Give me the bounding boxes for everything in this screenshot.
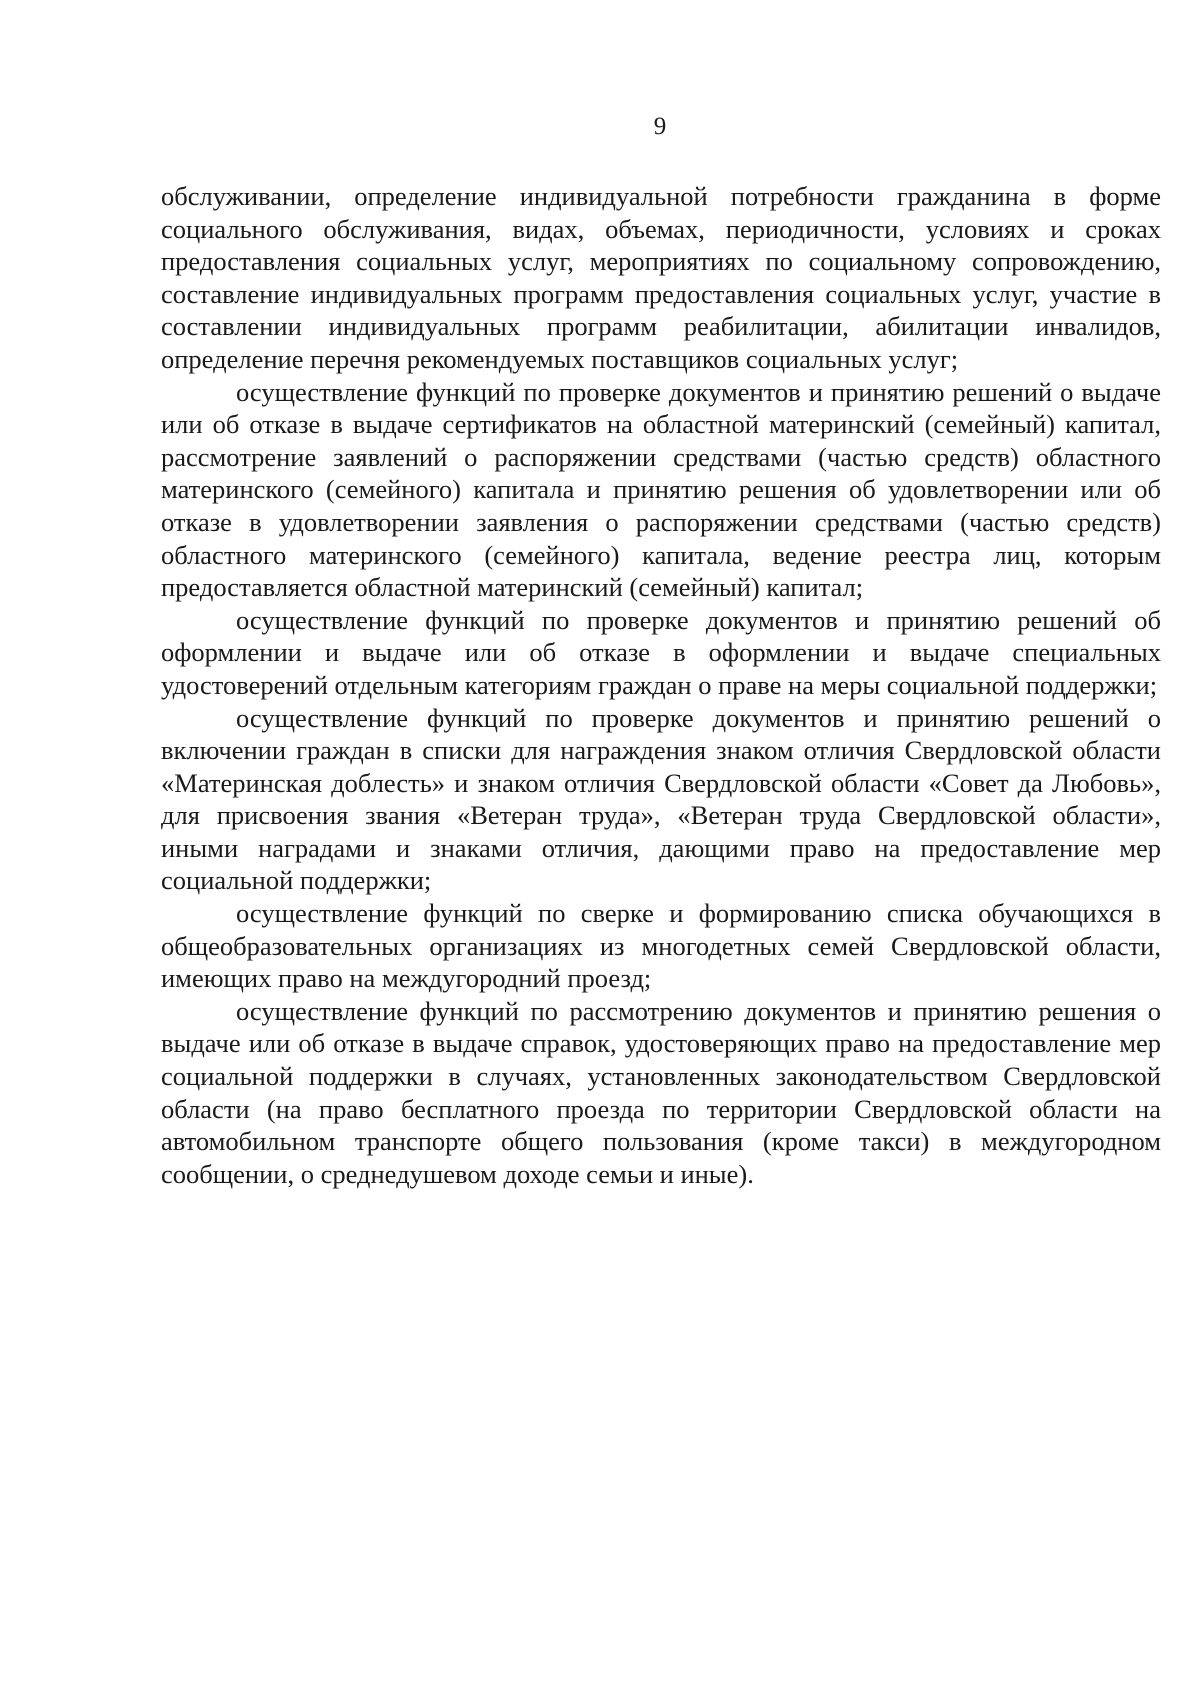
paragraph-3: осуществление функций по проверке документов и принятию решений об оформлении и выдаче или об отказе в оформлении и выдаче специальных удостоверений отдельным категориям граждан о праве на меры социальной поддержки; [161,604,1161,700]
paragraph-1: обслуживании, определение индивидуальной потребности гражданина в форме социального обслуживания, видах, объемах, периодичности, условиях и сроках предоставления социальных услуг, мероприятиях по социальному сопровождению, составление индивидуальных программ предоставления социальных услуг, участие в составлении индивидуальных программ реабилитации, абилитации инвалидов, определение перечня рекомендуемых поставщиков социальных услуг; [161,181,1161,374]
document-body [161,180,1161,1190]
page-number: 9 [653,113,667,140]
paragraph-4: осуществление функций по проверке документов и принятию решений о включении граждан в списки для награждения знаком отличия Свердловской области «Материнская доблесть» и знаком отличия Свердловской области «Совет да Любовь», для присвоения звания «Ветеран труда», «Ветеран труда Свердловской области», иными наградами и знаками отличия, дающими право на предоставление мер социальной поддержки; [161,702,1161,896]
paragraph-5: осуществление функций по сверке и формированию списка обучающихся в общеобразовательных организациях из многодетных семей Свердловской области, имеющих право на междугородний проезд; [161,898,1161,994]
paragraph-2: осуществление функций по проверке документов и принятию решений о выдаче или об отказе в выдаче сертификатов на областной материнский (семейный) капитал, рассмотрение заявлений о распоряжении средствами (частью средств) областного материнского (семейного) капитала и принятию решения об удовлетворении или об отказе в удовлетворении заявления о распоряжении средствами (частью средств) областного материнского (семейного) капитала, ведение реестра лиц, которым предоставляется областной материнский (семейный) капитал; [161,376,1161,603]
paragraph-6: осуществление функций по рассмотрению документов и принятию решения о выдаче или об отказе в выдаче справок, удостоверяющих право на предоставление мер социальной поддержки в случаях, установленных законодательством Свердловской области (на право бесплатного проезда по территории Свердловской области на автомобильном транспорте общего пользования (кроме такси) в междугородном сообщении, о среднедушевом доходе семьи и иные). [161,995,1161,1189]
